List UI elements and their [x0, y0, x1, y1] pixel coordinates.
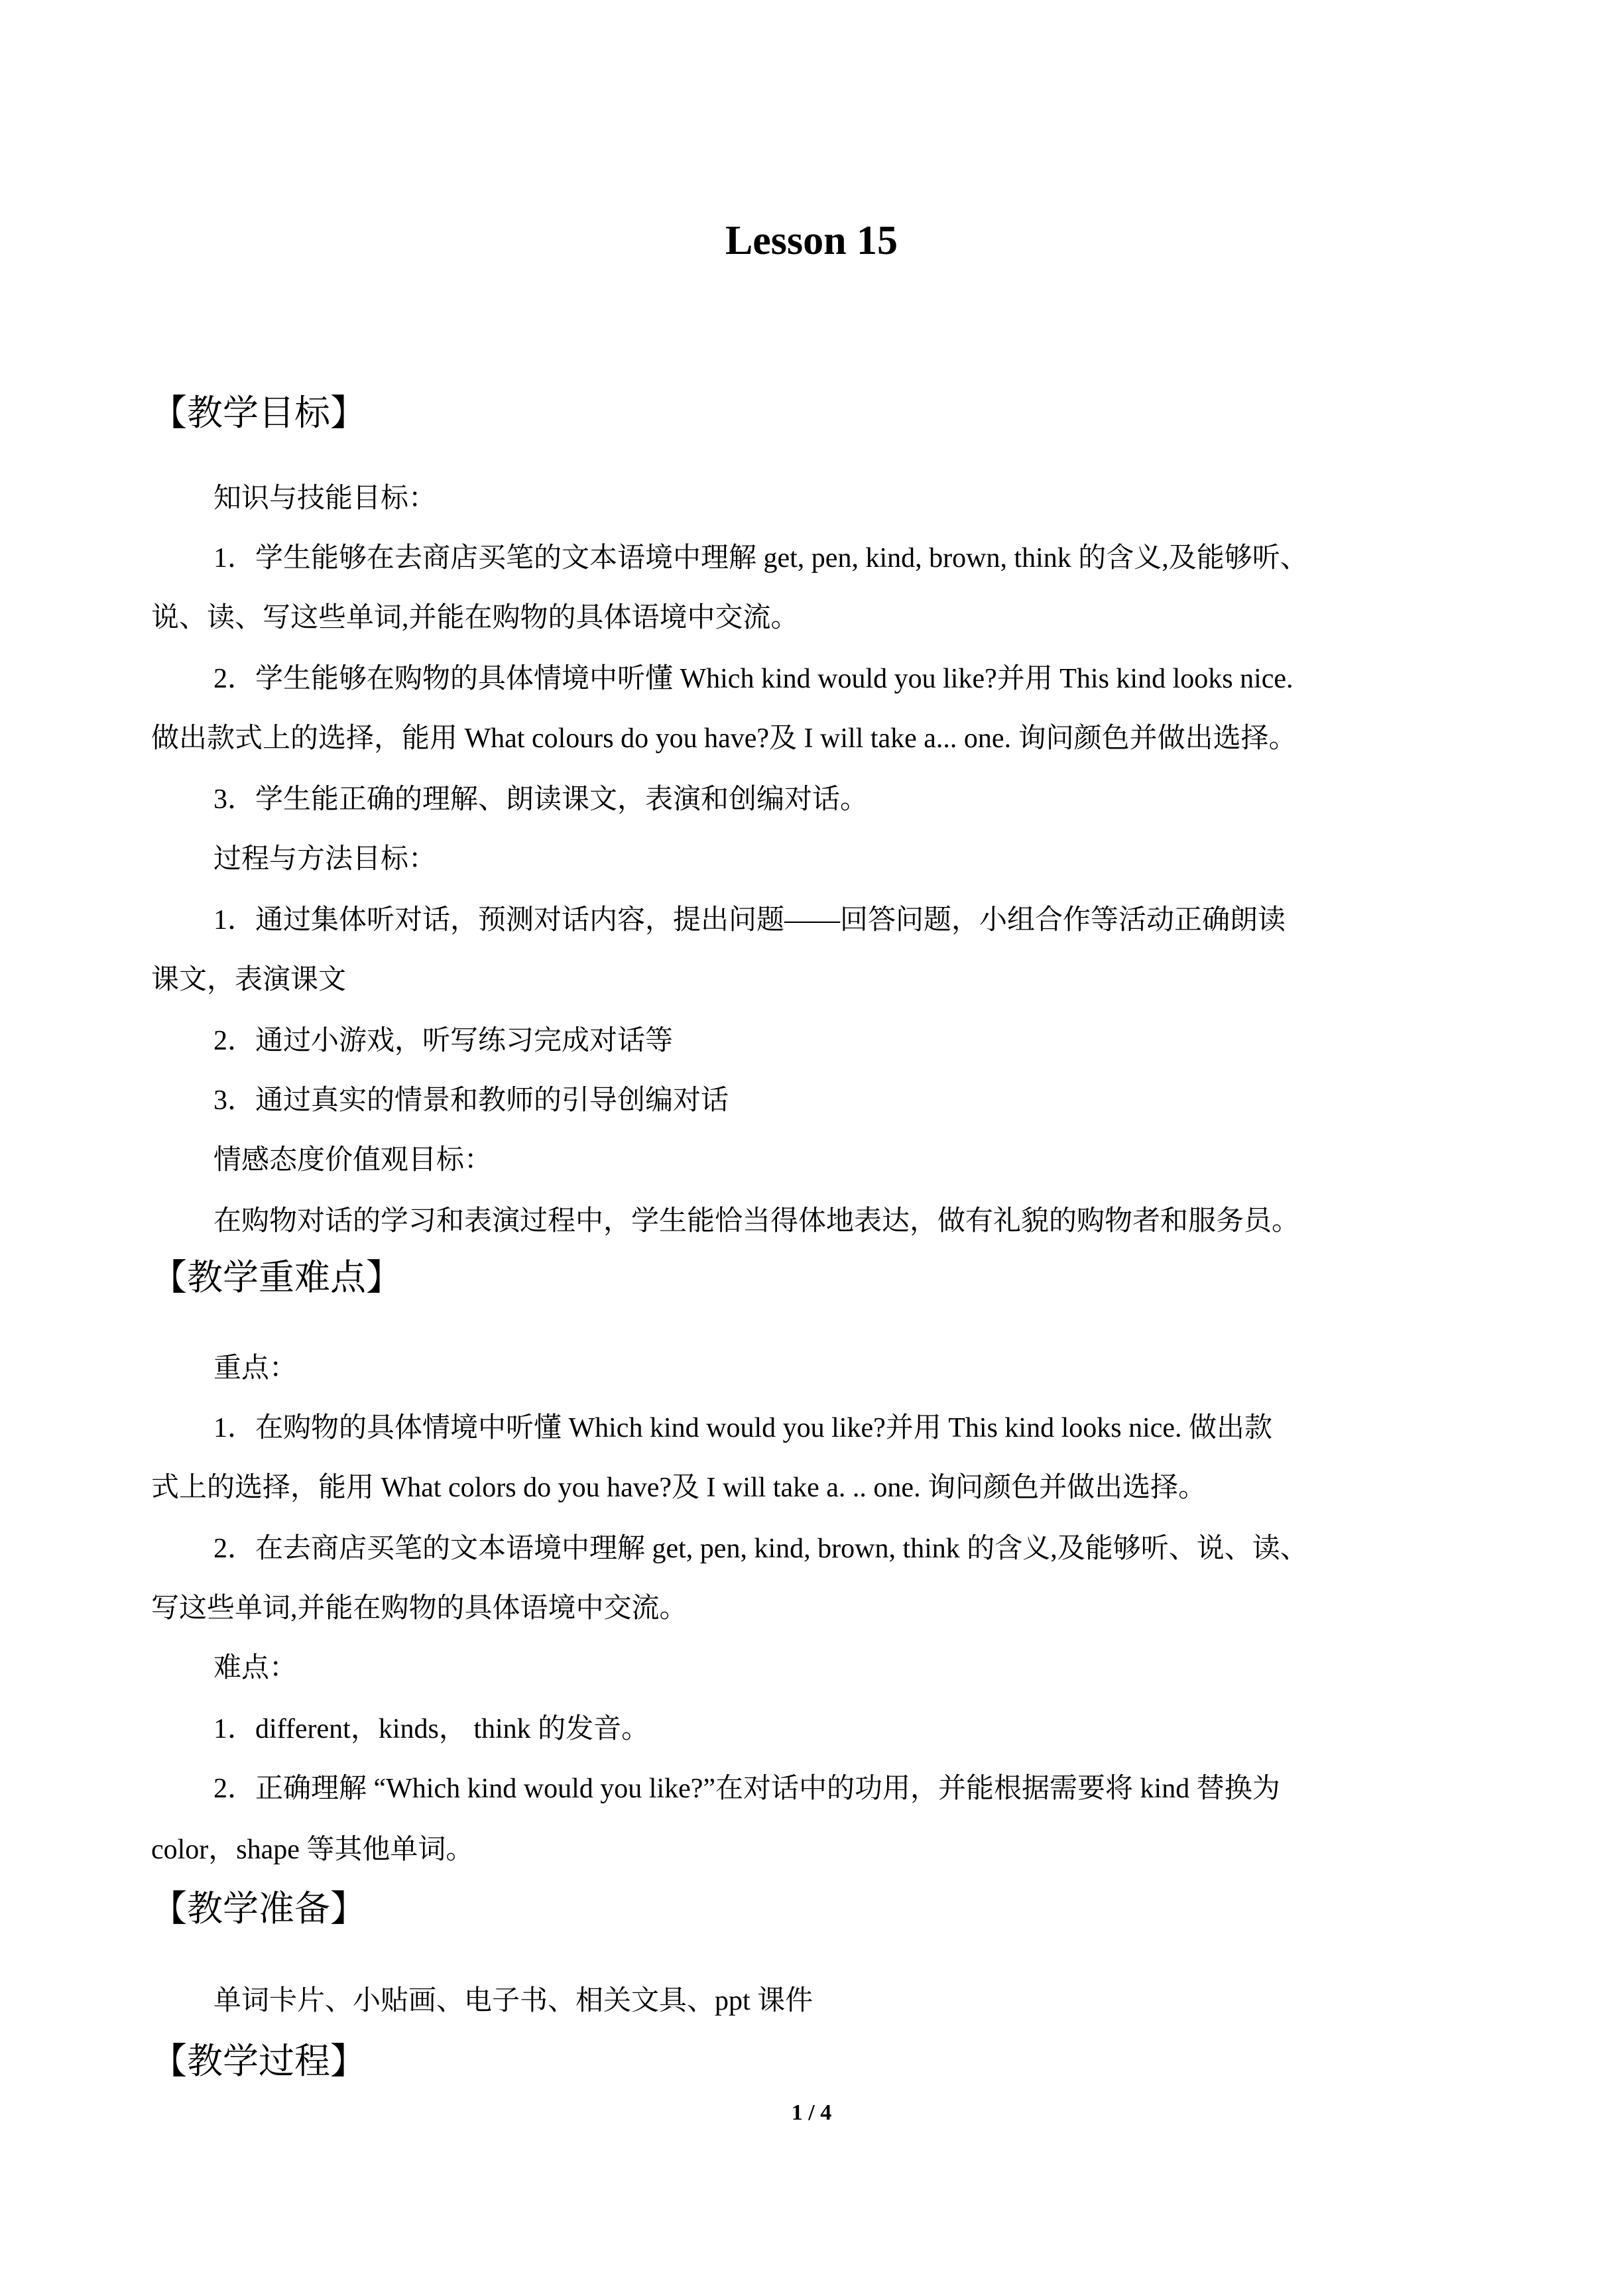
key-points-line: 难点：	[213, 1653, 298, 1683]
objectives-line: 2．通过小游戏，听写练习完成对话等	[213, 1026, 674, 1056]
objectives-line: 做出款式上的选择，能用 What colours do you have?及 I will take a... one. 询问颜色并做出选择。	[151, 723, 1297, 754]
preparation-line: 单词卡片、小贴画、电子书、相关文具、ppt 课件	[213, 1986, 813, 2016]
section-heading-process: 【教学过程】	[151, 2040, 366, 2082]
key-points-line: 1．different，kinds， think 的发音。	[213, 1714, 650, 1744]
document-title: Lesson 15	[725, 218, 898, 263]
key-points-line: color，shape 等其他单词。	[151, 1835, 474, 1865]
key-points-line: 2．在去商店买笔的文本语境中理解 get, pen, kind, brown, think 的含义,及能够听、说、读、	[213, 1534, 1308, 1564]
key-points-line: 2．正确理解 “Which kind would you like?”在对话中的功用，并能根据需要将 kind 替换为	[213, 1774, 1280, 1804]
section-heading-key-points: 【教学重难点】	[151, 1256, 402, 1298]
key-points-line: 式上的选择，能用 What colors do you have?及 I will take a. .. one. 询问颜色并做出选择。	[151, 1473, 1207, 1503]
objectives-line: 1．通过集体听对话，预测对话内容，提出问题——回答问题，小组合作等活动正确朗读	[213, 905, 1286, 936]
objectives-line: 3．通过真实的情景和教师的引导创编对话	[213, 1085, 729, 1116]
objectives-line: 在购物对话的学习和表演过程中，学生能恰当得体地表达，做有礼貌的购物者和服务员。	[213, 1206, 1300, 1237]
key-points-line: 写这些单词,并能在购物的具体语境中交流。	[151, 1593, 688, 1624]
objectives-line: 过程与方法目标：	[213, 844, 437, 875]
objectives-line: 说、读、写这些单词,并能在购物的具体语境中交流。	[151, 603, 799, 633]
section-heading-objectives: 【教学目标】	[151, 392, 366, 434]
section-heading-preparation: 【教学准备】	[151, 1888, 366, 1929]
key-points-line: 1．在购物的具体情境中听懂 Which kind would you like?并用 This kind looks nice. 做出款	[213, 1413, 1273, 1443]
objectives-line: 课文，表演课文	[151, 965, 347, 995]
objectives-line: 3．学生能正确的理解、朗读课文，表演和创编对话。	[213, 784, 869, 815]
objectives-line: 2．学生能够在购物的具体情境中听懂 Which kind would you like?并用 This kind looks nice.	[213, 664, 1293, 694]
key-points-line: 重点：	[213, 1353, 298, 1384]
objectives-line: 情感态度价值观目标：	[213, 1145, 493, 1176]
page-number: 1 / 4	[791, 2100, 832, 2125]
objectives-line: 1．学生能够在去商店买笔的文本语境中理解 get, pen, kind, brown, think 的含义,及能够听、	[213, 543, 1308, 574]
objectives-line: 知识与技能目标：	[213, 483, 437, 514]
